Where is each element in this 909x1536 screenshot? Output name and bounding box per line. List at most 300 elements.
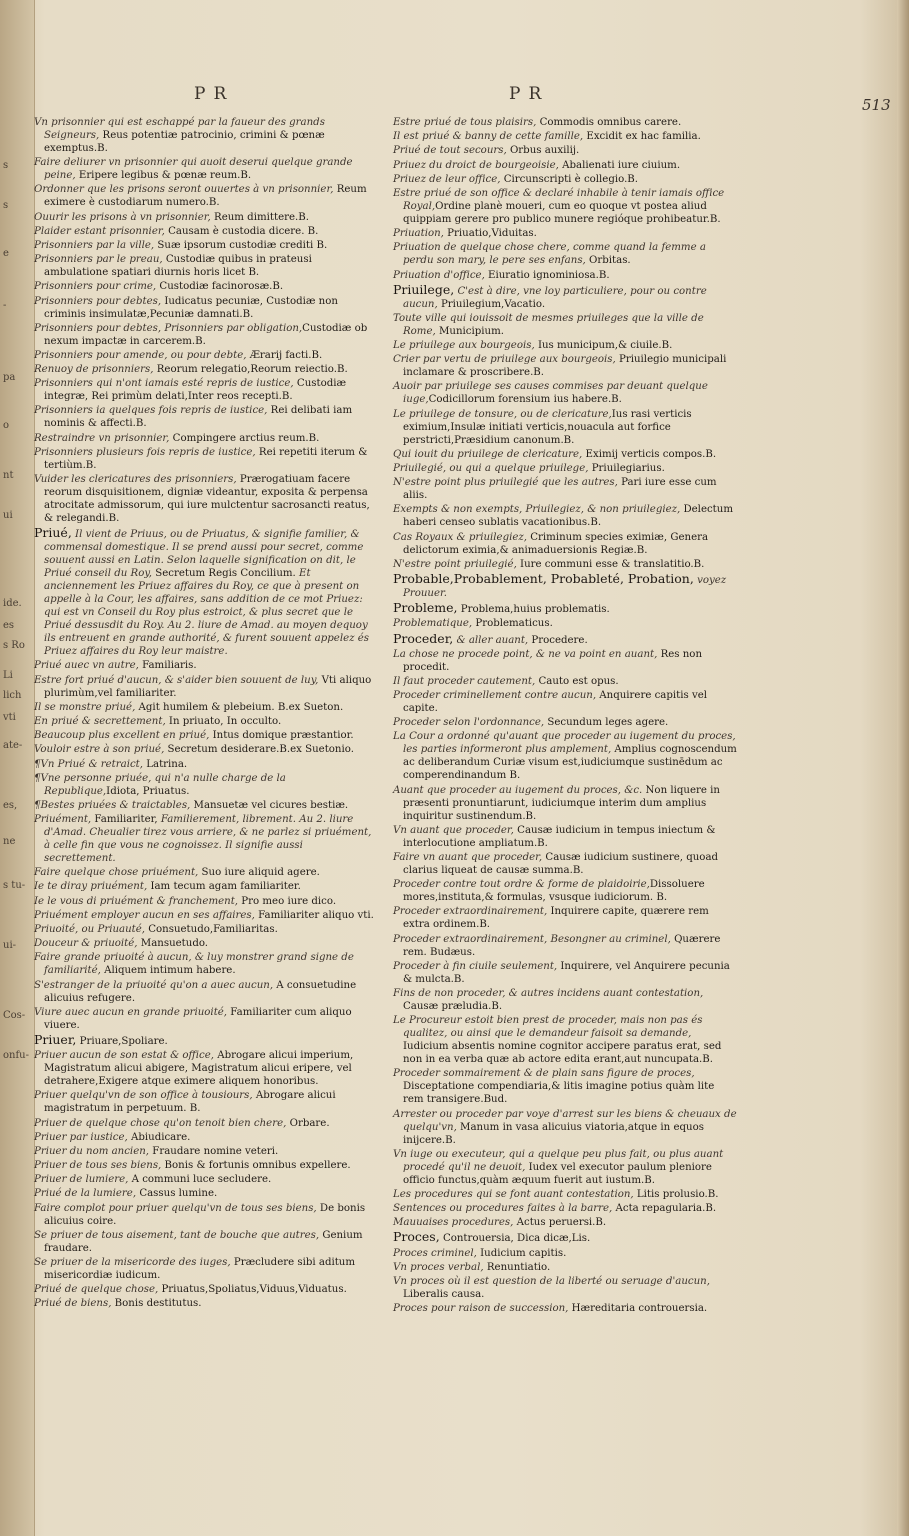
entry-latin: Eripere legibus & pœnæ reum.B. <box>75 170 252 182</box>
dictionary-entry <box>393 1014 738 1066</box>
entry-french: Prisonniers ia quelques fois repris de iustice, <box>34 405 268 417</box>
entry-latin: Quærere rem. Budæus. <box>403 933 721 958</box>
entry-latin: Orbus auxilij. <box>506 145 580 157</box>
entry-latin: Causæ iudicium in tempus iniectum & interlocutione ampliatum.B. <box>403 824 716 849</box>
entry-french: Ordonner que les prisons seront ouuertes à vn prisonnier, <box>34 184 334 196</box>
dictionary-entry <box>393 353 738 379</box>
entry-latin: Priuilegium,Vacatio. <box>437 298 546 310</box>
entry-french: Priuer de tous ses biens, <box>34 1160 162 1172</box>
entry-latin: Cassus lumine. <box>136 1188 218 1200</box>
dictionary-entry <box>393 1275 738 1301</box>
entry-latin: Amplius cognoscendum ac deliberandum Curiæ visum est,iudiciumque sustinēdum ac comperendinandum B. <box>403 744 737 782</box>
dictionary-entry <box>34 923 376 936</box>
dictionary-entry <box>393 227 738 240</box>
entry-latin: Inquirere, vel Anquirere pecunia & mulcta.B. <box>403 960 730 985</box>
entry-french: Priué auec vn autre, <box>34 660 139 672</box>
dictionary-entry <box>393 159 738 172</box>
entry-french: Prisonniers pour crime, <box>34 281 157 293</box>
entry-headword: Probleme, <box>393 600 458 616</box>
dictionary-entry <box>393 130 738 143</box>
entry-latin: Abiudicare. <box>127 1131 191 1143</box>
entry-latin: Abrogare alicui magistratum in perpetuum. B. <box>44 1090 336 1115</box>
entry-french: Le priuilege de tonsure, ou de clericature, <box>393 408 612 420</box>
entry-french: Priuoité, ou Priuauté, <box>34 924 146 935</box>
dictionary-entry <box>34 866 376 879</box>
dictionary-entry <box>34 1006 376 1032</box>
entry-latin: Prærogatiuam facere reorum disquisitionem, digniæ videantur, exposita & perpensa atrocitate admissorum, qui iure mulctentur sacrosancti reatus, & relegandi.B. <box>44 474 370 524</box>
entry-french: Proces criminel, <box>393 1247 477 1259</box>
dictionary-entry <box>393 531 738 557</box>
entry-french: Proceder criminellement contre aucun, <box>393 690 597 702</box>
entry-latin: Controuersia, Dica dicæ,Lis. <box>439 1233 591 1245</box>
entry-latin: Circunscripti è collegio.B. <box>500 173 639 185</box>
entry-latin: Ius municipum,& ciuile.B. <box>534 340 673 352</box>
entry-latin: Delectum haberi censeo sublatis vacationibus.B. <box>403 504 733 529</box>
edge-mark: o <box>3 420 10 431</box>
entry-latin: Intus domique præstantior. <box>209 730 354 742</box>
entry-latin: Hæreditaria controuersia. <box>568 1303 708 1315</box>
entry-french: Vn proces où il est question de la liberté ou seruage d'aucun, <box>393 1276 710 1287</box>
entry-french: Ie te diray priuément, <box>34 881 148 893</box>
entry-french: Se priuer de tous aisement, tant de bouche que autres, <box>34 1229 320 1241</box>
dictionary-entry <box>34 895 376 908</box>
dictionary-entry <box>34 239 376 252</box>
dictionary-entry <box>34 659 376 672</box>
entry-french: Ie le vous di priuément & franchement, <box>34 895 239 907</box>
entry-latin: Priuilegiarius. <box>588 463 665 474</box>
dictionary-entry <box>34 377 376 403</box>
entry-french: Le priuilege aux bourgeois, <box>393 340 535 352</box>
entry-latin: Fraudare nomine veteri. <box>149 1145 279 1157</box>
dictionary-entry <box>393 448 738 461</box>
entry-french: Prisonniers par le preau, <box>34 254 163 266</box>
dictionary-entry <box>393 1188 738 1201</box>
entry-french: & aller auant, <box>453 634 529 646</box>
entry-french: Priuez du droict de bourgeoisie, <box>393 159 559 171</box>
entry-french: Priuer du nom ancien, <box>34 1145 150 1157</box>
dictionary-entry <box>34 1202 376 1228</box>
dictionary-entry <box>393 558 738 571</box>
entry-latin: Pari iure esse cum aliis. <box>403 477 717 502</box>
dictionary-entry <box>393 462 738 475</box>
entry-french: Familierement, librement. Au 2. liure d'Amad. Cheualier tirez vous arriere, & ne parlez si priuément, à celle fin que vous ne cognoissez. Il signifie aussi secrettement. <box>44 814 372 865</box>
dictionary-entry <box>393 572 738 600</box>
dictionary-entry <box>34 404 376 430</box>
dictionary-entry <box>34 880 376 893</box>
edge-mark: Li <box>3 670 13 681</box>
entry-latin: In priuato, In occulto. <box>165 715 282 727</box>
entry-french: Le Procureur estoit bien prest de proceder, mais non pas és qualitez, ou ainsi que le demandeur faisoit sa demande, <box>393 1015 703 1040</box>
entry-latin: Custodiæ ob nexum impactæ in carcerem.B. <box>44 322 368 347</box>
dictionary-entry <box>34 225 376 238</box>
entry-latin: Familiariter aliquo vti. <box>254 909 374 921</box>
entry-latin: Idiota, Priuatus. <box>106 785 190 797</box>
entry-french: Prisonniers plusieurs fois repris de iustice, <box>34 446 256 458</box>
dictionary-entry <box>34 446 376 472</box>
entry-latin: Excidit ex hac familia. <box>583 131 701 143</box>
dictionary-entry <box>393 689 738 715</box>
entry-french: En priué & secrettement, <box>34 715 166 727</box>
dictionary-entry <box>34 156 376 182</box>
edge-mark: ne <box>3 836 16 847</box>
dictionary-entry <box>393 648 738 674</box>
page-fore-edge <box>897 0 909 1536</box>
dictionary-entry <box>393 1230 738 1245</box>
entry-french: Priuément, <box>34 814 92 826</box>
edge-mark: es <box>3 620 15 631</box>
entry-french: Proceder extraordinairement, Besongner au criminel, <box>393 933 671 945</box>
entry-latin: Reum eximere è custodiarum numero.B. <box>44 184 367 209</box>
dictionary-entry <box>34 729 376 742</box>
entry-french: Faire complot pour priuer quelqu'vn de tous ses biens, <box>34 1202 317 1214</box>
entry-latin: Familiariter, <box>91 814 158 826</box>
entry-french: Priué de quelque chose, <box>34 1284 159 1296</box>
entry-french: Sentences ou procedures faites à la barre, <box>393 1203 613 1215</box>
edge-mark: Cos- <box>3 1010 26 1021</box>
entry-french: Proceder selon l'ordonnance, <box>393 717 545 729</box>
entry-french: Il se monstre priué, <box>34 701 136 713</box>
dictionary-entry <box>34 1145 376 1158</box>
entry-french: Cas Royaux & priuilegiez, <box>393 531 527 543</box>
entry-latin: Dissoluere mores,instituta,& formulas, vsusque iudiciorum. B. <box>403 879 705 904</box>
dictionary-entry <box>34 1283 376 1296</box>
dictionary-entry <box>393 675 738 688</box>
right-column <box>393 116 738 1316</box>
dictionary-entry <box>393 116 738 129</box>
entry-french: Priuer aucun de son estat & office, <box>34 1050 214 1062</box>
entry-french: Proceder extraordinairement, <box>393 906 548 918</box>
dictionary-entry <box>393 933 738 959</box>
entry-latin: Custodiæ facinorosæ.B. <box>156 281 284 293</box>
entry-french: Prisonniers pour amende, ou pour debte, <box>34 349 247 361</box>
entry-french: Qui iouit du priuilege de clericature, <box>393 448 583 460</box>
entry-latin: Iudicium capitis. <box>476 1247 567 1259</box>
entry-french: Exempts & non exempts, Priuilegiez, & non priuilegiez, <box>393 504 681 516</box>
entry-french: Faire deliurer vn prisonnier qui auoit deserui quelque grande peine, <box>34 157 353 182</box>
entry-french: Auoir par priuilege ses causes commises par deuant quelque iuge, <box>393 381 708 406</box>
dictionary-entry <box>34 1173 376 1186</box>
entry-latin: Consuetudo,Familiaritas. <box>145 924 278 935</box>
entry-latin: Rei repetiti iterum & tertiùm.B. <box>44 446 368 471</box>
entry-french: Restraindre vn prisonnier, <box>34 432 170 444</box>
entry-latin: Abalienati iure ciuium. <box>558 159 681 171</box>
left-column <box>34 116 376 1312</box>
entry-latin: Reorum relegatio,Reorum reiectio.B. <box>153 364 348 376</box>
entry-french: Vn auant que proceder, <box>393 824 514 836</box>
entry-latin: Iudicium absentis nomine cognitor accipere paratus erat, sed non in ea verba quæ ab actore edita erant,aut nuncupata.B. <box>403 1041 722 1066</box>
entry-latin: Iam tecum agam familiariter. <box>147 881 301 893</box>
dictionary-entry <box>393 960 738 986</box>
dictionary-entry <box>393 784 738 823</box>
dictionary-entry <box>34 1229 376 1255</box>
entry-latin: Non liquere in præsenti pronuntiarunt, iudiciumque interim dum amplius inquiritur sustinendum.B. <box>403 784 720 822</box>
entry-latin: Liberalis causa. <box>403 1289 485 1300</box>
entry-french: Estre priué de tous plaisirs, <box>393 117 537 128</box>
entry-latin: Suo iure aliquid agere. <box>198 867 320 879</box>
dictionary-entry <box>393 476 738 502</box>
dictionary-entry <box>34 116 376 155</box>
entry-french: Il est priué & banny de cette famille, <box>393 131 584 143</box>
edge-mark: s <box>3 200 9 211</box>
entry-french: Priuer de quelque chose qu'on tenoit bien chere, <box>34 1117 287 1129</box>
dictionary-entry <box>34 937 376 950</box>
entry-french: Arrester ou proceder par voye d'arrest sur les biens & cheuaux de quelqu'vn, <box>393 1108 737 1133</box>
entry-latin: A communi luce secludere. <box>128 1174 272 1186</box>
entry-latin: Vti aliquo plurimùm,vel familiariter. <box>44 674 372 699</box>
edge-mark: ate- <box>3 740 23 751</box>
dictionary-entry <box>34 979 376 1005</box>
dictionary-entry <box>34 1117 376 1130</box>
dictionary-entry <box>34 295 376 321</box>
entry-french: N'estre point plus priuilegié que les autres, <box>393 477 618 489</box>
entry-french: Toute ville qui iouissoit de mesmes priuileges que la ville de Rome, <box>393 312 704 337</box>
entry-french: Priuez de leur office, <box>393 173 501 185</box>
entry-latin: Causæ iudicium sustinere, quoad clarius liqueat de causæ summa.B. <box>403 852 719 876</box>
dictionary-entry <box>393 312 738 338</box>
dictionary-entry <box>393 1202 738 1215</box>
edge-mark: onfu- <box>3 1050 29 1061</box>
dictionary-entry <box>393 905 738 931</box>
dictionary-entry <box>34 211 376 224</box>
entry-french: Proces pour raison de succession, <box>393 1303 569 1315</box>
entry-latin: Res non procedit. <box>403 648 703 673</box>
entry-french: La Cour a ordonné qu'auant que proceder au iugement du proces, les parties informeront plus amplement, <box>393 731 736 756</box>
dictionary-entry <box>393 987 738 1013</box>
facing-page-edge <box>0 0 35 1536</box>
entry-french: ¶Vne personne priuée, qui n'a nulle charge de la Republique, <box>34 772 286 797</box>
entry-french: Proceder sommairement & de plain sans figure de proces, <box>393 1068 695 1080</box>
entry-french: Crier par vertu de priuilege aux bourgeois, <box>393 354 616 366</box>
entry-latin: Priuatio,Viduitas. <box>443 228 537 240</box>
dictionary-entry <box>393 716 738 729</box>
dictionary-entry <box>34 1049 376 1088</box>
dictionary-entry <box>34 951 376 977</box>
dictionary-entry <box>34 743 376 756</box>
entry-latin: Priuatus,Spoliatus,Viduus,Viduatus. <box>158 1284 347 1296</box>
dictionary-entry <box>34 526 376 658</box>
entry-french: Mauuaises procedures, <box>393 1217 514 1229</box>
entry-latin: Priuilegio municipali inclamare & proscribere.B. <box>403 354 727 379</box>
entry-french: ¶Vn Priué & retraict, <box>34 758 143 770</box>
entry-french: Prisonniers qui n'ont iamais esté repris de iustice, <box>34 378 294 390</box>
entry-french: Priué de la lumiere, <box>34 1188 137 1200</box>
dictionary-entry <box>393 1108 738 1147</box>
entry-french: Priué de biens, <box>34 1298 112 1310</box>
dictionary-entry <box>34 813 376 865</box>
entry-latin: Ius rasi verticis eximium,Insulæ initiati verticis,nouacula aut forfice perstricti,Præsidium canonum.B. <box>403 408 692 446</box>
entry-french: Faire quelque chose priuément, <box>34 867 199 879</box>
entry-latin: Ordine planè moueri, cum eo quoque vt postea aliud quippiam gerere pro publico munere regióque prohibeatur.B. <box>403 200 721 225</box>
entry-latin: Mansuetudo. <box>137 938 209 950</box>
entry-french: Renuoy de prisonniers, <box>34 364 154 376</box>
dictionary-entry <box>393 632 738 647</box>
dictionary-entry <box>393 1067 738 1106</box>
entry-french: Proceder à fin ciuile seulement, <box>393 960 558 972</box>
entry-latin: Litis prolusio.B. <box>633 1188 719 1200</box>
entry-french: S'estranger de la priuoité qu'on a auec aucun, <box>34 979 274 991</box>
dictionary-entry <box>393 1261 738 1274</box>
dictionary-entry <box>34 253 376 279</box>
entry-french: Priué de tout secours, <box>393 145 507 157</box>
dictionary-entry <box>34 1131 376 1144</box>
running-header-left: PR <box>194 84 235 104</box>
dictionary-entry <box>34 432 376 445</box>
entry-latin: Renuntiatio. <box>483 1261 551 1273</box>
entry-latin: Municipium. <box>435 325 504 337</box>
edge-mark: ide. <box>3 598 22 609</box>
entry-latin: Anquirere capitis vel capite. <box>403 690 708 715</box>
entry-latin: Problematicus. <box>472 618 553 630</box>
entry-latin: Reum dimittere.B. <box>210 211 309 223</box>
entry-latin: Priuare,Spoliare. <box>76 1035 168 1047</box>
entry-french: Beaucoup plus excellent en priué, <box>34 730 210 742</box>
edge-mark: vti <box>3 712 16 723</box>
entry-french: Vn iuge ou executeur, qui a quelque peu plus fait, ou plus auant procedé qu'il ne deuoit, <box>393 1148 724 1173</box>
entry-latin: Codicillorum forensium ius habere.B. <box>428 394 622 406</box>
entry-latin: Custodiæ quibus in prateusi ambulatione spatiari diurnis horis licet B. <box>44 254 312 279</box>
entry-french: Faire vn auant que proceder, <box>393 852 543 863</box>
entry-headword: Priué, <box>34 525 72 541</box>
dictionary-entry <box>393 878 738 904</box>
entry-latin: Reus potentiæ patrocinio, crimini & pœnæ exemptus.B. <box>44 130 325 154</box>
dictionary-entry <box>393 730 738 782</box>
entry-french: C'est à dire, vne loy particuliere, pour ou contre aucun, <box>403 285 707 310</box>
entry-latin: A consuetudine alicuius refugere. <box>44 979 357 1004</box>
dictionary-entry <box>393 173 738 186</box>
entry-latin: Iudicatus pecuniæ, Custodiæ non criminis insimulatæ,Pecuniæ damnati.B. <box>44 295 338 320</box>
entry-latin: Præcludere sibi aditum misericordiæ iudicum. <box>44 1257 356 1281</box>
entry-french: Estre priué de son office & declaré inhabile à tenir iamais office Royal, <box>393 187 725 212</box>
dictionary-entry <box>34 280 376 293</box>
entry-french: Prisonniers pour debtes, Prisonniers par obligation, <box>34 322 303 334</box>
entry-latin: Cauto est opus. <box>535 675 619 687</box>
entry-french: Priuation d'office, <box>393 269 485 281</box>
entry-latin: Familiaris. <box>138 660 197 672</box>
dictionary-entry <box>34 1159 376 1172</box>
dictionary-entry <box>393 283 738 311</box>
dictionary-entry <box>393 503 738 529</box>
entry-latin: Iure communi esse & translatitio.B. <box>516 558 705 570</box>
dictionary-entry <box>393 601 738 616</box>
entry-latin: Familiariter cum aliquo viuere. <box>44 1006 352 1031</box>
entry-latin: Causam è custodia dicere. B. <box>164 225 319 237</box>
entry-latin: Commodis omnibus carere. <box>536 117 682 128</box>
entry-french: La chose ne procede point, & ne va point en auant, <box>393 648 658 660</box>
entry-latin: Bonis destitutus. <box>111 1298 202 1310</box>
entry-headword: Proceder, <box>393 630 454 646</box>
dictionary-entry <box>34 772 376 798</box>
entry-latin: Genium fraudare. <box>44 1229 363 1254</box>
dictionary-entry <box>393 241 738 267</box>
entry-latin: De bonis alicuius coire. <box>44 1202 366 1227</box>
entry-french: Se priuer de la misericorde des iuges, <box>34 1257 231 1268</box>
dictionary-entry <box>393 1216 738 1229</box>
entry-latin: Abrogare alicui imperium, Magistratum alicui abigere, Magistratum alicui eripere, vel detrahere,Exigere atque eximere aliquem honoribus. <box>44 1050 354 1088</box>
running-header-right: PR <box>509 84 550 104</box>
entry-french: Priuation de quelque chose chere, comme quand la femme a perdu son mary, le pere ses enfans, <box>393 242 706 267</box>
entry-latin: Mansuetæ vel cicures bestiæ. <box>190 799 349 811</box>
edge-mark: pa <box>3 372 16 383</box>
dictionary-entry <box>34 1187 376 1200</box>
dictionary-entry <box>34 909 376 922</box>
dictionary-entry <box>34 1297 376 1310</box>
entry-latin: Latrina. <box>143 758 188 770</box>
entry-french: Vn prisonnier qui est eschappé par la faueur des grands Seigneurs, <box>34 117 325 141</box>
page-number: 513 <box>862 96 891 114</box>
entry-latin: Ærarij facti.B. <box>246 349 323 361</box>
dictionary-entry <box>34 1256 376 1282</box>
dictionary-entry <box>393 269 738 282</box>
edge-mark: s tu- <box>3 880 26 891</box>
entry-headword: Proces, <box>393 1229 440 1245</box>
entry-latin: Causæ præludia.B. <box>403 1000 503 1012</box>
entry-french: Priuément employer aucun en ses affaires, <box>34 909 255 921</box>
edge-mark: nt <box>3 470 14 481</box>
entry-french: Il vient de Priuus, ou de Priuatus, & signifie familier, & commensal domestique. Il se prend aussi pour secret, comme souuent aussi en Latin. Selon laquelle signification on dit, le Priué conseil du Roy, <box>44 529 364 580</box>
entry-latin: Iudex vel executor paulum pleniore officio functus,quàm æquum fuerit aut iustum.B. <box>403 1161 712 1186</box>
edge-mark: es, <box>3 800 18 811</box>
dictionary-entry <box>393 380 738 406</box>
entry-latin: Criminum species eximiæ, Genera delictorum eximia,& animaduersionis Regiæ.B. <box>403 531 709 556</box>
entry-french: Problematique, <box>393 618 473 630</box>
dictionary-entry <box>393 339 738 352</box>
entry-french: Priuation, <box>393 228 444 240</box>
entry-french: Vouloir estre à son priué, <box>34 744 165 756</box>
dictionary-entry <box>34 322 376 348</box>
entry-french: Viure auec aucun en grande priuoité, <box>34 1006 228 1018</box>
entry-french: Plaider estant prisonnier, <box>34 225 165 237</box>
dictionary-entry <box>393 1247 738 1260</box>
entry-latin: Inquirere capite, quærere rem extra ordinem.B. <box>403 906 709 931</box>
edge-mark: s Ro <box>3 640 25 651</box>
entry-french: Il faut proceder cautement, <box>393 675 536 687</box>
dictionary-entry <box>393 851 738 877</box>
dictionary-entry <box>34 349 376 362</box>
dictionary-entry <box>393 408 738 447</box>
entry-french: Estre fort priué d'aucun, & s'aider bien souuent de luy, <box>34 674 319 686</box>
entry-latin: Pro meo iure dico. <box>238 895 337 907</box>
dictionary-entry <box>34 701 376 714</box>
dictionary-entry <box>393 144 738 157</box>
entry-french: Fins de non proceder, & autres incidens auant contestation, <box>393 987 704 999</box>
entry-latin: Actus peruersi.B. <box>513 1217 607 1229</box>
entry-french: Faire grande priuoité à aucun, & luy monstrer grand signe de familiarité, <box>34 952 354 977</box>
dictionary-entry <box>393 1148 738 1187</box>
dictionary-entry <box>34 183 376 209</box>
entry-french: Et anciennement les Priuez affaires du Roy, ce que à present on appelle à la Cour, les affaires, sans addition de ce mot Priuez: qui est vn Conseil du Roy plus estroict, & plus secret que le Priué dessusdit du Roy. Au 2. liure de Amad. au moyen dequoy ils entreuent en grande authorité, & furent souuent appelez és Priuez affaires du Roy leur maistre. <box>44 568 369 658</box>
entry-french: Douceur & priuoité, <box>34 938 138 950</box>
entry-latin: Agit humilem & plebeium. B.ex Sueton. <box>135 701 344 713</box>
entry-latin: Secretum Regis Concilium. <box>152 568 296 580</box>
entry-latin: Orbitas. <box>585 255 631 267</box>
entry-french: voyez Prouuer. <box>403 574 727 599</box>
dictionary-entry <box>34 674 376 700</box>
entry-latin: Disceptatione compendiaria,& litis imagine potius quàm lite rem transigere.Bud. <box>403 1081 715 1106</box>
edge-mark: ui <box>3 510 13 521</box>
entry-french: Priuer de lumiere, <box>34 1174 129 1186</box>
dictionary-entry <box>393 1302 738 1315</box>
edge-mark: lich <box>3 690 22 701</box>
entry-french: Priuilegié, ou qui a quelque priuilege, <box>393 463 589 474</box>
entry-latin: Eiuratio ignominiosa.B. <box>484 269 610 281</box>
entry-latin: Suæ ipsorum custodiæ crediti B. <box>154 239 328 251</box>
entry-headword: Probable,Probablement, Probableté, Probation, <box>393 570 694 586</box>
entry-french: ¶Bestes priuées & traictables, <box>34 799 191 811</box>
entry-latin: Procedere. <box>528 634 588 646</box>
edge-mark: - <box>3 300 7 311</box>
entry-headword: Priuilege, <box>393 281 455 297</box>
dictionary-entry <box>34 1033 376 1048</box>
